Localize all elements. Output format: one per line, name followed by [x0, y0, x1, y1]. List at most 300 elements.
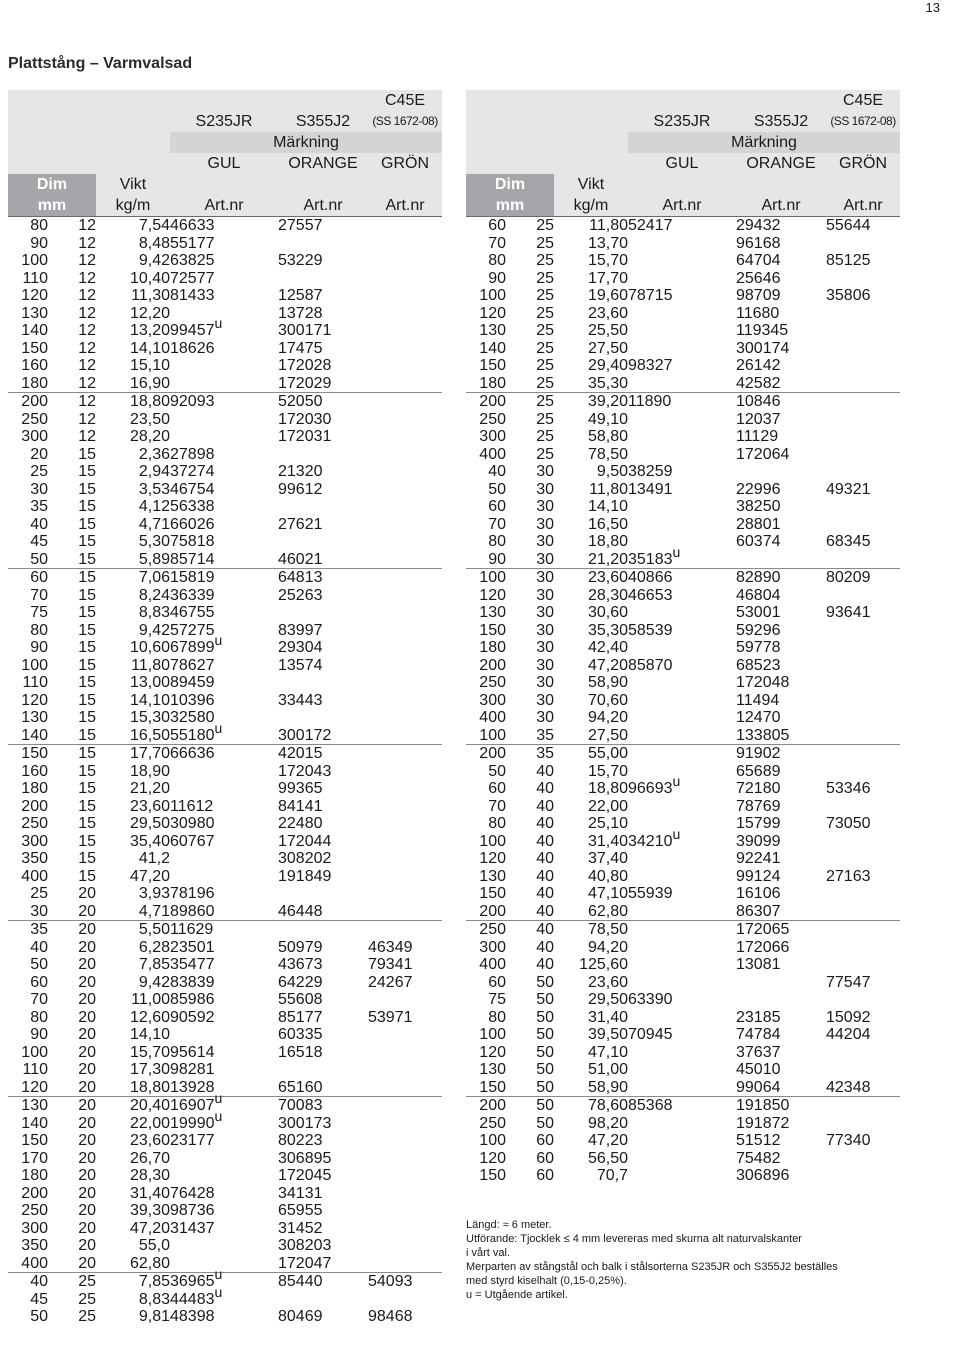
artnr-s355j2-cell: 99365 — [278, 780, 323, 797]
table-row — [8, 991, 442, 1009]
weight-cell: 9,42 — [138, 973, 170, 991]
artnr-s355j2-cell: 172048 — [736, 674, 790, 691]
weight-cell: 17,70 — [587, 269, 628, 287]
artnr-c45e-cell — [826, 428, 900, 446]
artnr-c45e-cell — [368, 1220, 442, 1238]
dim-width-cell: 100 — [21, 1043, 48, 1061]
artnr-s355j2-cell: 53001 — [736, 604, 781, 621]
artnr-s355j2-cell: 52050 — [278, 393, 368, 411]
dim-width-cell: 300 — [21, 428, 48, 445]
artnr-s235jr-cell: 85986 — [170, 991, 215, 1008]
artnr-s235jr-cell — [628, 815, 736, 833]
artnr-s235jr-cell: 13928 — [170, 1078, 215, 1096]
artnr-s235jr-cell — [170, 780, 278, 798]
dim-thickness-cell: 30 — [536, 621, 554, 639]
dim-thickness-cell: 25 — [536, 445, 554, 463]
table-row — [466, 709, 900, 727]
weight-cell: 29,40 — [587, 357, 628, 374]
table-row — [8, 1097, 442, 1115]
dim-width-cell: 200 — [21, 1184, 48, 1202]
table-row — [8, 1167, 442, 1185]
dim-width-cell: 170 — [21, 1149, 48, 1167]
artnr-s235jr-cell: 90592 — [170, 1008, 215, 1026]
dim-thickness-cell: 50 — [536, 1008, 554, 1026]
artnr-s235jr-cell — [170, 375, 278, 393]
weight-cell: 31,40 — [129, 1184, 170, 1202]
weight-cell: 39,50 — [587, 1026, 628, 1043]
table-row — [8, 622, 442, 640]
dim-thickness-cell: 40 — [536, 762, 554, 780]
discontinued-marker: u — [214, 1266, 223, 1282]
table-row — [8, 481, 442, 499]
dim-width-cell: 50 — [488, 480, 506, 498]
vikt-header: Vikt — [554, 174, 628, 195]
weight-cell: 2,36 — [138, 445, 170, 463]
table-row — [466, 885, 900, 903]
dim-thickness-cell: 30 — [536, 515, 554, 533]
dim-width-cell: 80 — [30, 217, 48, 234]
artnr-s355j2-cell: 12587 — [278, 287, 323, 304]
dim-thickness-cell: 30 — [536, 463, 554, 480]
dim-thickness-cell: 50 — [536, 973, 554, 991]
artnr-s235jr-cell — [628, 692, 736, 710]
artnr-c45e-cell — [368, 763, 442, 781]
table-row — [8, 235, 442, 253]
table-row — [466, 798, 900, 816]
artnr-s355j2-cell — [278, 921, 368, 939]
note-line: med styrd kiselhalt (0,15-0,25%). — [466, 1275, 627, 1287]
dim-thickness-cell: 15 — [78, 832, 96, 850]
dim-thickness-cell: 15 — [78, 762, 96, 780]
weight-cell: 41,2 — [138, 850, 170, 867]
dim-width-cell: 150 — [8, 745, 48, 763]
artnr-s235jr-cell: 60767 — [170, 832, 215, 850]
artnr-s235jr-cell — [628, 533, 736, 551]
table-row — [8, 780, 442, 798]
dim-width-cell: 70 — [488, 515, 506, 533]
dim-width-cell: 50 — [30, 550, 48, 568]
artnr-s355j2-cell — [278, 270, 368, 288]
dim-width-cell: 140 — [21, 322, 48, 339]
artnr-s355j2-cell: 26142 — [736, 357, 781, 374]
dim-thickness-cell: 25 — [78, 1308, 96, 1325]
dim-width-cell: 140 — [479, 339, 506, 357]
dim-thickness-cell: 20 — [78, 1184, 96, 1202]
artnr-s355j2-cell: 29432 — [736, 217, 781, 234]
weight-cell: 58,90 — [587, 1078, 628, 1096]
artnr-c45e-cell — [368, 1132, 442, 1150]
artnr-s235jr-cell: 52417 — [628, 217, 673, 234]
table-row — [8, 763, 442, 781]
artnr-s355j2-cell: 86307 — [736, 902, 781, 920]
table-row — [8, 322, 442, 340]
weight-cell: 56,50 — [587, 1149, 628, 1167]
color-orange: ORANGE — [736, 153, 826, 174]
artnr-s355j2-cell: 191872 — [736, 1114, 790, 1132]
weight-cell: 16,50 — [129, 726, 170, 744]
artnr-s355j2-cell: 172065 — [736, 921, 826, 939]
dim-thickness-cell: 20 — [78, 1237, 96, 1254]
artnr-c45e-cell: 73050 — [826, 815, 871, 832]
artnr-s355j2-cell: 33443 — [278, 691, 323, 709]
artnr-c45e-cell — [368, 411, 442, 429]
dim-width-cell: 60 — [488, 498, 506, 515]
weight-cell: 47,20 — [587, 1132, 628, 1149]
table-row — [8, 1237, 442, 1255]
artnr-s235jr-cell — [628, 1009, 736, 1027]
dim-thickness-cell: 35 — [536, 726, 554, 744]
dim-thickness-cell: 15 — [78, 498, 96, 515]
dim-thickness-cell: 20 — [78, 1078, 96, 1096]
weight-cell: 4,71 — [138, 902, 170, 920]
weight-cell: 15,70 — [587, 762, 628, 780]
artnr-c45e-cell — [368, 270, 442, 288]
kgm-header: kg/m — [96, 195, 170, 217]
weight-cell: 31,40 — [587, 832, 628, 850]
artnr-s235jr-cell: 34210$^u$ — [628, 825, 681, 850]
artnr-s235jr-cell: 98736 — [170, 1202, 215, 1219]
dim-width-cell: 20 — [30, 445, 48, 463]
dim-width-cell: 75 — [30, 604, 48, 621]
artnr-s355j2-cell: 11680 — [736, 304, 780, 322]
table-row — [466, 481, 900, 499]
dim-thickness-cell: 15 — [78, 533, 96, 550]
artnr-s235jr-cell: 37274 — [170, 463, 215, 480]
weight-cell: 31,40 — [587, 1008, 628, 1026]
weight-cell: 23,60 — [587, 973, 628, 991]
artnr-c45e-cell — [826, 956, 900, 974]
artnr-s235jr-cell — [628, 921, 736, 939]
dim-width-cell: 100 — [466, 569, 506, 587]
dim-width-cell: 150 — [479, 885, 506, 902]
artnr-s355j2-cell: 72180 — [736, 780, 781, 797]
artnr-c45e-cell — [826, 763, 900, 781]
artnr-s355j2-cell: 85177 — [278, 1008, 323, 1026]
artnr-s235jr-cell — [628, 798, 736, 816]
artnr-c45e-cell — [368, 868, 442, 886]
artnr-s355j2-cell — [278, 1291, 368, 1309]
weight-cell: 5,89 — [138, 550, 170, 568]
dim-thickness-cell: 20 — [78, 902, 96, 920]
artnr-c45e-cell — [826, 692, 900, 710]
weight-cell: 18,80 — [96, 393, 170, 411]
table-row — [8, 375, 442, 393]
dim-thickness-cell: 30 — [536, 498, 554, 515]
dim-thickness-cell: 15 — [78, 674, 96, 691]
artnr-s355j2-cell: 42015 — [278, 745, 368, 763]
artnr-s355j2-cell: 38250 — [736, 498, 781, 515]
dim-width-cell: 50 — [488, 762, 506, 780]
artnr-s355j2-cell: 78769 — [736, 797, 781, 815]
dim-thickness-cell: 12 — [78, 322, 96, 339]
dim-width-cell: 45 — [30, 533, 48, 550]
artnr-s235jr-cell: 55180$^u$ — [170, 719, 223, 744]
artnr-s355j2-cell: 27621 — [278, 515, 323, 533]
weight-cell: 27,50 — [587, 726, 628, 744]
artnr-c45e-cell — [826, 798, 900, 816]
dim-thickness-cell: 60 — [536, 1149, 554, 1167]
table-row — [466, 516, 900, 534]
discontinued-marker: u — [672, 825, 681, 842]
artnr-c45e-cell — [368, 481, 442, 499]
table-body-left — [8, 217, 442, 1326]
artnr-c45e-cell: 24267 — [368, 973, 413, 991]
dim-width-cell: 400 — [479, 956, 506, 973]
weight-cell: 5,50 — [96, 921, 170, 939]
weight-cell: 25,50 — [587, 322, 628, 339]
dim-thickness-cell: 50 — [536, 1078, 554, 1096]
weight-cell: 9,50 — [596, 463, 628, 480]
dim-thickness-cell: 15 — [78, 604, 96, 621]
table-row — [8, 463, 442, 481]
dim-thickness-cell: 15 — [78, 867, 96, 885]
weight-cell: 23,60 — [587, 304, 628, 322]
dim-width-cell: 200 — [466, 393, 506, 411]
artnr-s355j2-cell — [278, 533, 368, 551]
artnr-s235jr-cell: 27898 — [170, 445, 215, 463]
artnr-s235jr-cell — [170, 357, 278, 375]
dim-width-cell: 100 — [21, 656, 48, 674]
discontinued-marker: u — [214, 719, 223, 736]
dim-width-cell: 300 — [479, 938, 506, 956]
artnr-c45e-cell — [826, 709, 900, 727]
artnr-c45e-cell — [368, 463, 442, 481]
artnr-s235jr-cell: 66636 — [170, 745, 278, 763]
dim-thickness-cell: 40 — [536, 780, 554, 797]
artnr-c45e-cell — [368, 639, 442, 657]
dim-width-cell: 120 — [21, 287, 48, 304]
artnr-c45e-cell — [368, 393, 442, 411]
dim-thickness-cell: 60 — [536, 1167, 554, 1184]
table-row — [466, 270, 900, 288]
table-row — [8, 569, 442, 587]
artnr-c45e-cell — [368, 674, 442, 692]
dim-width-cell: 90 — [488, 550, 506, 568]
note-line: i vårt val. — [466, 1247, 511, 1259]
dim-width-cell: 300 — [21, 832, 48, 850]
artnr-s235jr-cell: 67899$^u$ — [170, 632, 223, 656]
artnr-s235jr-cell — [628, 1044, 736, 1062]
artnr-c45e-cell — [826, 516, 900, 534]
artnr-s235jr-cell — [628, 956, 736, 974]
mm-header: mm — [466, 195, 554, 217]
artnr-s355j2-cell — [278, 604, 368, 622]
artnr-s235jr-cell: 15819 — [170, 569, 278, 587]
dim-thickness-cell: 12 — [78, 428, 96, 445]
weight-cell: 13,70 — [587, 234, 628, 252]
dim-width-cell: 400 — [479, 709, 506, 726]
table-row — [8, 357, 442, 375]
table-row — [466, 411, 900, 429]
artnr-s235jr-cell: 75818 — [170, 533, 215, 550]
artnr-s235jr-cell: 32580 — [170, 709, 215, 726]
table-row — [8, 833, 442, 851]
artnr-s235jr-cell: 11629 — [170, 921, 278, 939]
dim-width-cell: 100 — [479, 832, 506, 850]
weight-cell: 22,00 — [129, 1114, 170, 1132]
artnr-c45e-cell: 79341 — [368, 956, 413, 973]
artnr-s235jr-cell: 44483$^u$ — [170, 1283, 223, 1308]
dim-width-cell: 150 — [21, 1132, 48, 1149]
table-row — [8, 305, 442, 323]
dim-thickness-cell: 20 — [78, 1043, 96, 1061]
dim-thickness-cell: 30 — [536, 480, 554, 498]
artnr-header: Art.nr — [170, 195, 278, 217]
table-row — [8, 411, 442, 429]
artnr-c45e-cell — [826, 551, 900, 569]
table-row — [466, 903, 900, 921]
table-row — [466, 305, 900, 323]
dim-thickness-cell: 25 — [536, 357, 554, 374]
dim-thickness-cell: 15 — [78, 639, 96, 656]
artnr-header: Art.nr — [278, 195, 368, 217]
artnr-s235jr-cell: 83839 — [170, 973, 215, 991]
table-row — [466, 727, 900, 745]
table-row — [8, 604, 442, 622]
table-row — [466, 692, 900, 710]
dim-width-cell: 50 — [30, 1308, 48, 1325]
weight-cell: 47,20 — [129, 867, 170, 885]
dim-width-cell: 40 — [488, 463, 506, 480]
artnr-c45e-cell — [368, 287, 442, 305]
dim-width-cell: 130 — [21, 304, 48, 322]
table-row — [8, 1115, 442, 1133]
dim-thickness-cell: 20 — [78, 1149, 96, 1167]
weight-cell: 62,80 — [129, 1254, 170, 1272]
weight-cell: 10,40 — [129, 269, 170, 287]
artnr-s355j2-cell: 12037 — [736, 410, 781, 428]
artnr-s235jr-cell: 98327 — [628, 357, 673, 374]
grade-s355j2: S355J2 — [736, 111, 826, 132]
table-row — [466, 850, 900, 868]
table-row — [466, 1132, 900, 1150]
table-row — [466, 252, 900, 270]
grade-s355j2: S355J2 — [278, 111, 368, 132]
weight-cell: 47,20 — [129, 1219, 170, 1237]
table-row — [466, 1044, 900, 1062]
artnr-s355j2-cell: 172029 — [278, 374, 332, 392]
artnr-s355j2-cell: 83997 — [278, 621, 323, 639]
table-row — [466, 235, 900, 253]
table-row — [466, 833, 900, 851]
table-row — [466, 956, 900, 974]
dim-thickness-cell: 20 — [48, 921, 96, 939]
weight-cell: 22,00 — [587, 797, 628, 815]
artnr-c45e-cell — [826, 322, 900, 340]
dim-width-cell: 250 — [479, 1114, 506, 1132]
artnr-c45e-cell — [368, 1079, 442, 1097]
artnr-s355j2-cell: 53229 — [278, 252, 323, 269]
artnr-s355j2-cell: 42582 — [736, 374, 781, 392]
artnr-s235jr-cell: 19990$^u$ — [170, 1107, 223, 1132]
artnr-c45e-cell — [826, 1044, 900, 1062]
weight-cell: 13,00 — [129, 674, 170, 691]
artnr-c45e-cell — [368, 340, 442, 358]
artnr-s235jr-cell: 63390 — [628, 991, 673, 1008]
dim-width-cell: 40 — [30, 938, 48, 956]
dim-thickness-cell: 15 — [78, 480, 96, 498]
artnr-c45e-cell: 49321 — [826, 480, 871, 498]
dim-width-cell: 130 — [479, 867, 506, 885]
dim-width-cell: 75 — [488, 991, 506, 1008]
dim-thickness-cell: 40 — [536, 850, 554, 867]
artnr-s235jr-cell — [170, 1237, 278, 1255]
dim-width-cell: 150 — [479, 1078, 506, 1096]
weight-cell: 70,60 — [587, 691, 628, 709]
dim-width-cell: 300 — [21, 1219, 48, 1237]
artnr-s355j2-cell: 70083 — [278, 1097, 368, 1115]
table-row — [466, 1009, 900, 1027]
artnr-s355j2-cell: 22996 — [736, 480, 781, 498]
artnr-c45e-cell — [368, 587, 442, 605]
table-row — [8, 956, 442, 974]
dim-width-cell: 180 — [479, 639, 506, 656]
artnr-s355j2-cell: 98709 — [736, 287, 781, 304]
dim-thickness-cell: 40 — [536, 956, 554, 973]
weight-cell: 5,30 — [138, 533, 170, 550]
artnr-c45e-cell — [368, 745, 442, 763]
artnr-s235jr-cell: 57275 — [170, 621, 215, 639]
dim-width-cell: 400 — [479, 445, 506, 463]
dim-width-cell: 120 — [479, 1043, 506, 1061]
dim-width-cell: 300 — [479, 691, 506, 709]
artnr-c45e-cell — [826, 1061, 900, 1079]
artnr-s235jr-cell: 78196 — [170, 885, 215, 902]
artnr-c45e-cell: 42348 — [826, 1078, 871, 1096]
table-row — [8, 1079, 442, 1097]
color-gul: GUL — [628, 153, 736, 174]
table-row — [466, 357, 900, 375]
artnr-c45e-cell — [826, 393, 900, 411]
weight-cell: 47,20 — [587, 656, 628, 674]
table-row — [8, 692, 442, 710]
table-row — [466, 604, 900, 622]
dim-thickness-cell: 35 — [506, 745, 554, 763]
note-line: u = Utgående artikel. — [466, 1289, 568, 1301]
artnr-s355j2-cell: 46021 — [278, 550, 323, 568]
dim-thickness-cell: 15 — [78, 586, 96, 604]
artnr-s235jr-cell: 30980 — [170, 815, 215, 832]
dim-width-cell: 120 — [479, 1149, 506, 1167]
artnr-header: Art.nr — [628, 195, 736, 217]
dim-width-cell: 180 — [21, 1167, 48, 1184]
weight-cell: 27,50 — [587, 339, 628, 357]
artnr-s235jr-cell — [170, 428, 278, 446]
artnr-c45e-cell — [826, 235, 900, 253]
weight-cell: 37,40 — [587, 850, 628, 867]
weight-cell: 30,60 — [587, 604, 628, 621]
table-row — [8, 657, 442, 675]
artnr-c45e-cell — [368, 322, 442, 340]
dim-width-cell: 200 — [479, 656, 506, 674]
artnr-c45e-cell — [368, 657, 442, 675]
artnr-c45e-cell — [368, 516, 442, 534]
artnr-s355j2-cell: 172064 — [736, 445, 790, 463]
weight-cell: 7,54 — [138, 217, 170, 234]
artnr-c45e-cell — [368, 727, 442, 745]
table-row — [8, 393, 442, 411]
weight-cell: 47,10 — [587, 885, 628, 902]
dim-width-cell: 50 — [30, 956, 48, 973]
artnr-s355j2-cell: 91902 — [736, 745, 826, 763]
dim-width-cell: 200 — [21, 797, 48, 815]
dim-thickness-cell: 50 — [506, 1097, 554, 1115]
dim-width-cell: 180 — [479, 374, 506, 392]
table-row — [8, 340, 442, 358]
artnr-s355j2-cell: 306896 — [736, 1167, 790, 1184]
artnr-s235jr-cell: 55177 — [170, 234, 215, 252]
dim-thickness-cell: 15 — [48, 745, 96, 763]
